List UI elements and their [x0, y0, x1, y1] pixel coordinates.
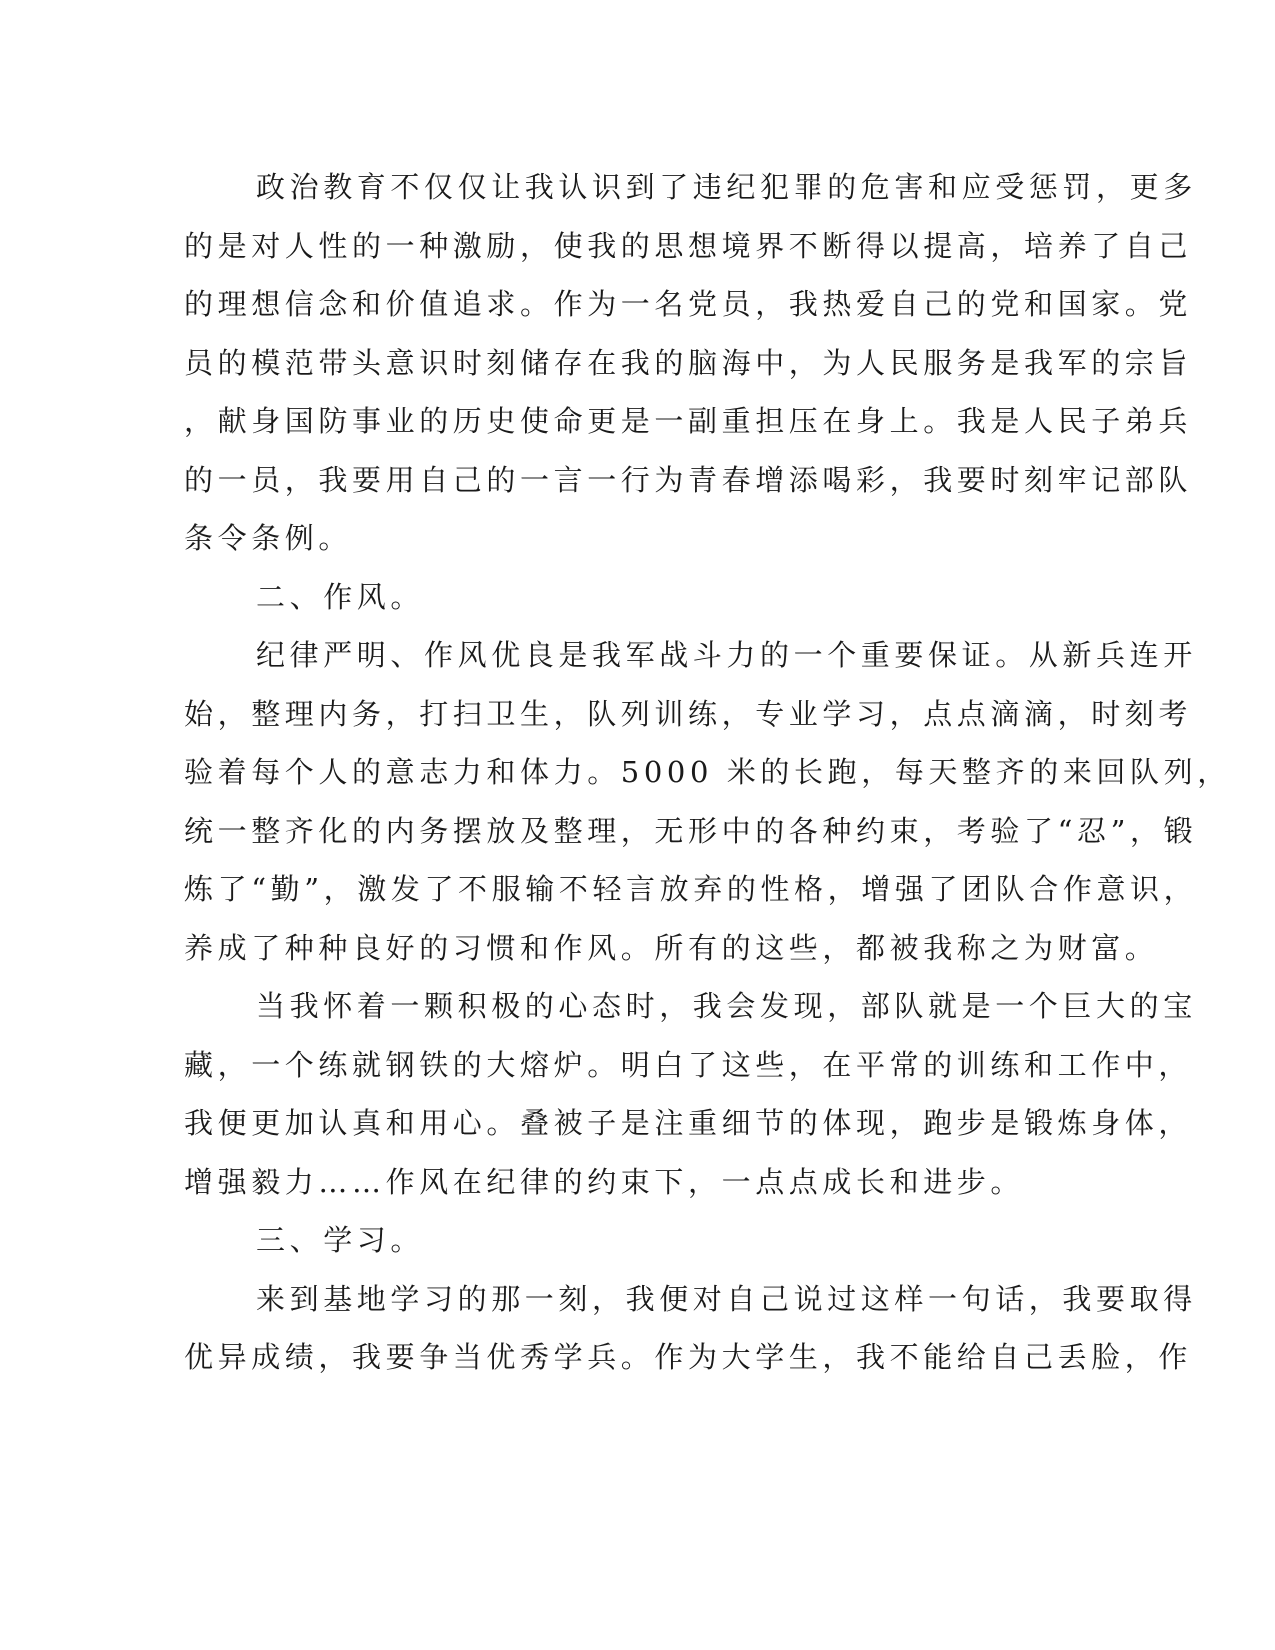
- paragraph-line: 藏，一个练就钢铁的大熔炉。明白了这些，在平常的训练和工作中，: [184, 1047, 1193, 1082]
- paragraph-line: 纪律严明、作风优良是我军战斗力的一个重要保证。从新兵连开: [256, 638, 1197, 672]
- paragraph-line: 优异成绩，我要争当优秀学兵。作为大学生，我不能给自己丢脸，作: [184, 1340, 1193, 1374]
- document-body: [184, 158, 1231, 1387]
- paragraph-line: 统一整齐化的内务摆放及整理，无形中的各种约束，考验了“忍”，锻: [184, 813, 1198, 848]
- paragraph-line: 始，整理内务，打扫卫生，队列训练，专业学习，点点滴滴，时刻考: [184, 696, 1193, 731]
- paragraph-line: 验着每个人的意志力和体力。5000 米的长跑，每天整齐的来回队列，: [184, 755, 1231, 789]
- paragraph-line: 的是对人性的一种激励，使我的思想境界不断得以提高，培养了自己: [184, 228, 1193, 263]
- section-heading: 二、作风。: [256, 579, 425, 614]
- paragraph-line: 我便更加认真和用心。叠被子是注重细节的体现，跑步是锻炼身体，: [184, 1106, 1193, 1140]
- paragraph-line: ，献身国防事业的历史使命更是一副重担压在身上。我是人民子弟兵: [184, 404, 1193, 438]
- paragraph-line: 当我怀着一颗积极的心态时，我会发现，部队就是一个巨大的宝: [256, 989, 1197, 1023]
- paragraph-line: 政治教育不仅仅让我认识到了违纪犯罪的危害和应受惩罚，更多: [256, 170, 1197, 204]
- paragraph-line: 增强毅力……作风在纪律的约束下，一点点成长和进步。: [184, 1164, 1025, 1199]
- paragraph-line: 的一员，我要用自己的一言一行为青春增添喝彩，我要时刻牢记部队: [184, 462, 1193, 497]
- paragraph-line: 员的模范带头意识时刻储存在我的脑海中，为人民服务是我军的宗旨: [184, 345, 1193, 380]
- paragraph-line: 的理想信念和价值追求。作为一名党员，我热爱自己的党和国家。党: [184, 287, 1193, 321]
- paragraph-line: 炼了“勤”，激发了不服输不轻言放弃的性格，增强了团队合作意识，: [184, 872, 1198, 906]
- paragraph-line: 条令条例。: [184, 521, 353, 555]
- paragraph-line: 养成了种种良好的习惯和作风。所有的这些，都被我称之为财富。: [184, 930, 1159, 965]
- section-heading: 三、学习。: [256, 1223, 425, 1257]
- paragraph-line: 来到基地学习的那一刻，我便对自己说过这样一句话，我要取得: [256, 1281, 1197, 1316]
